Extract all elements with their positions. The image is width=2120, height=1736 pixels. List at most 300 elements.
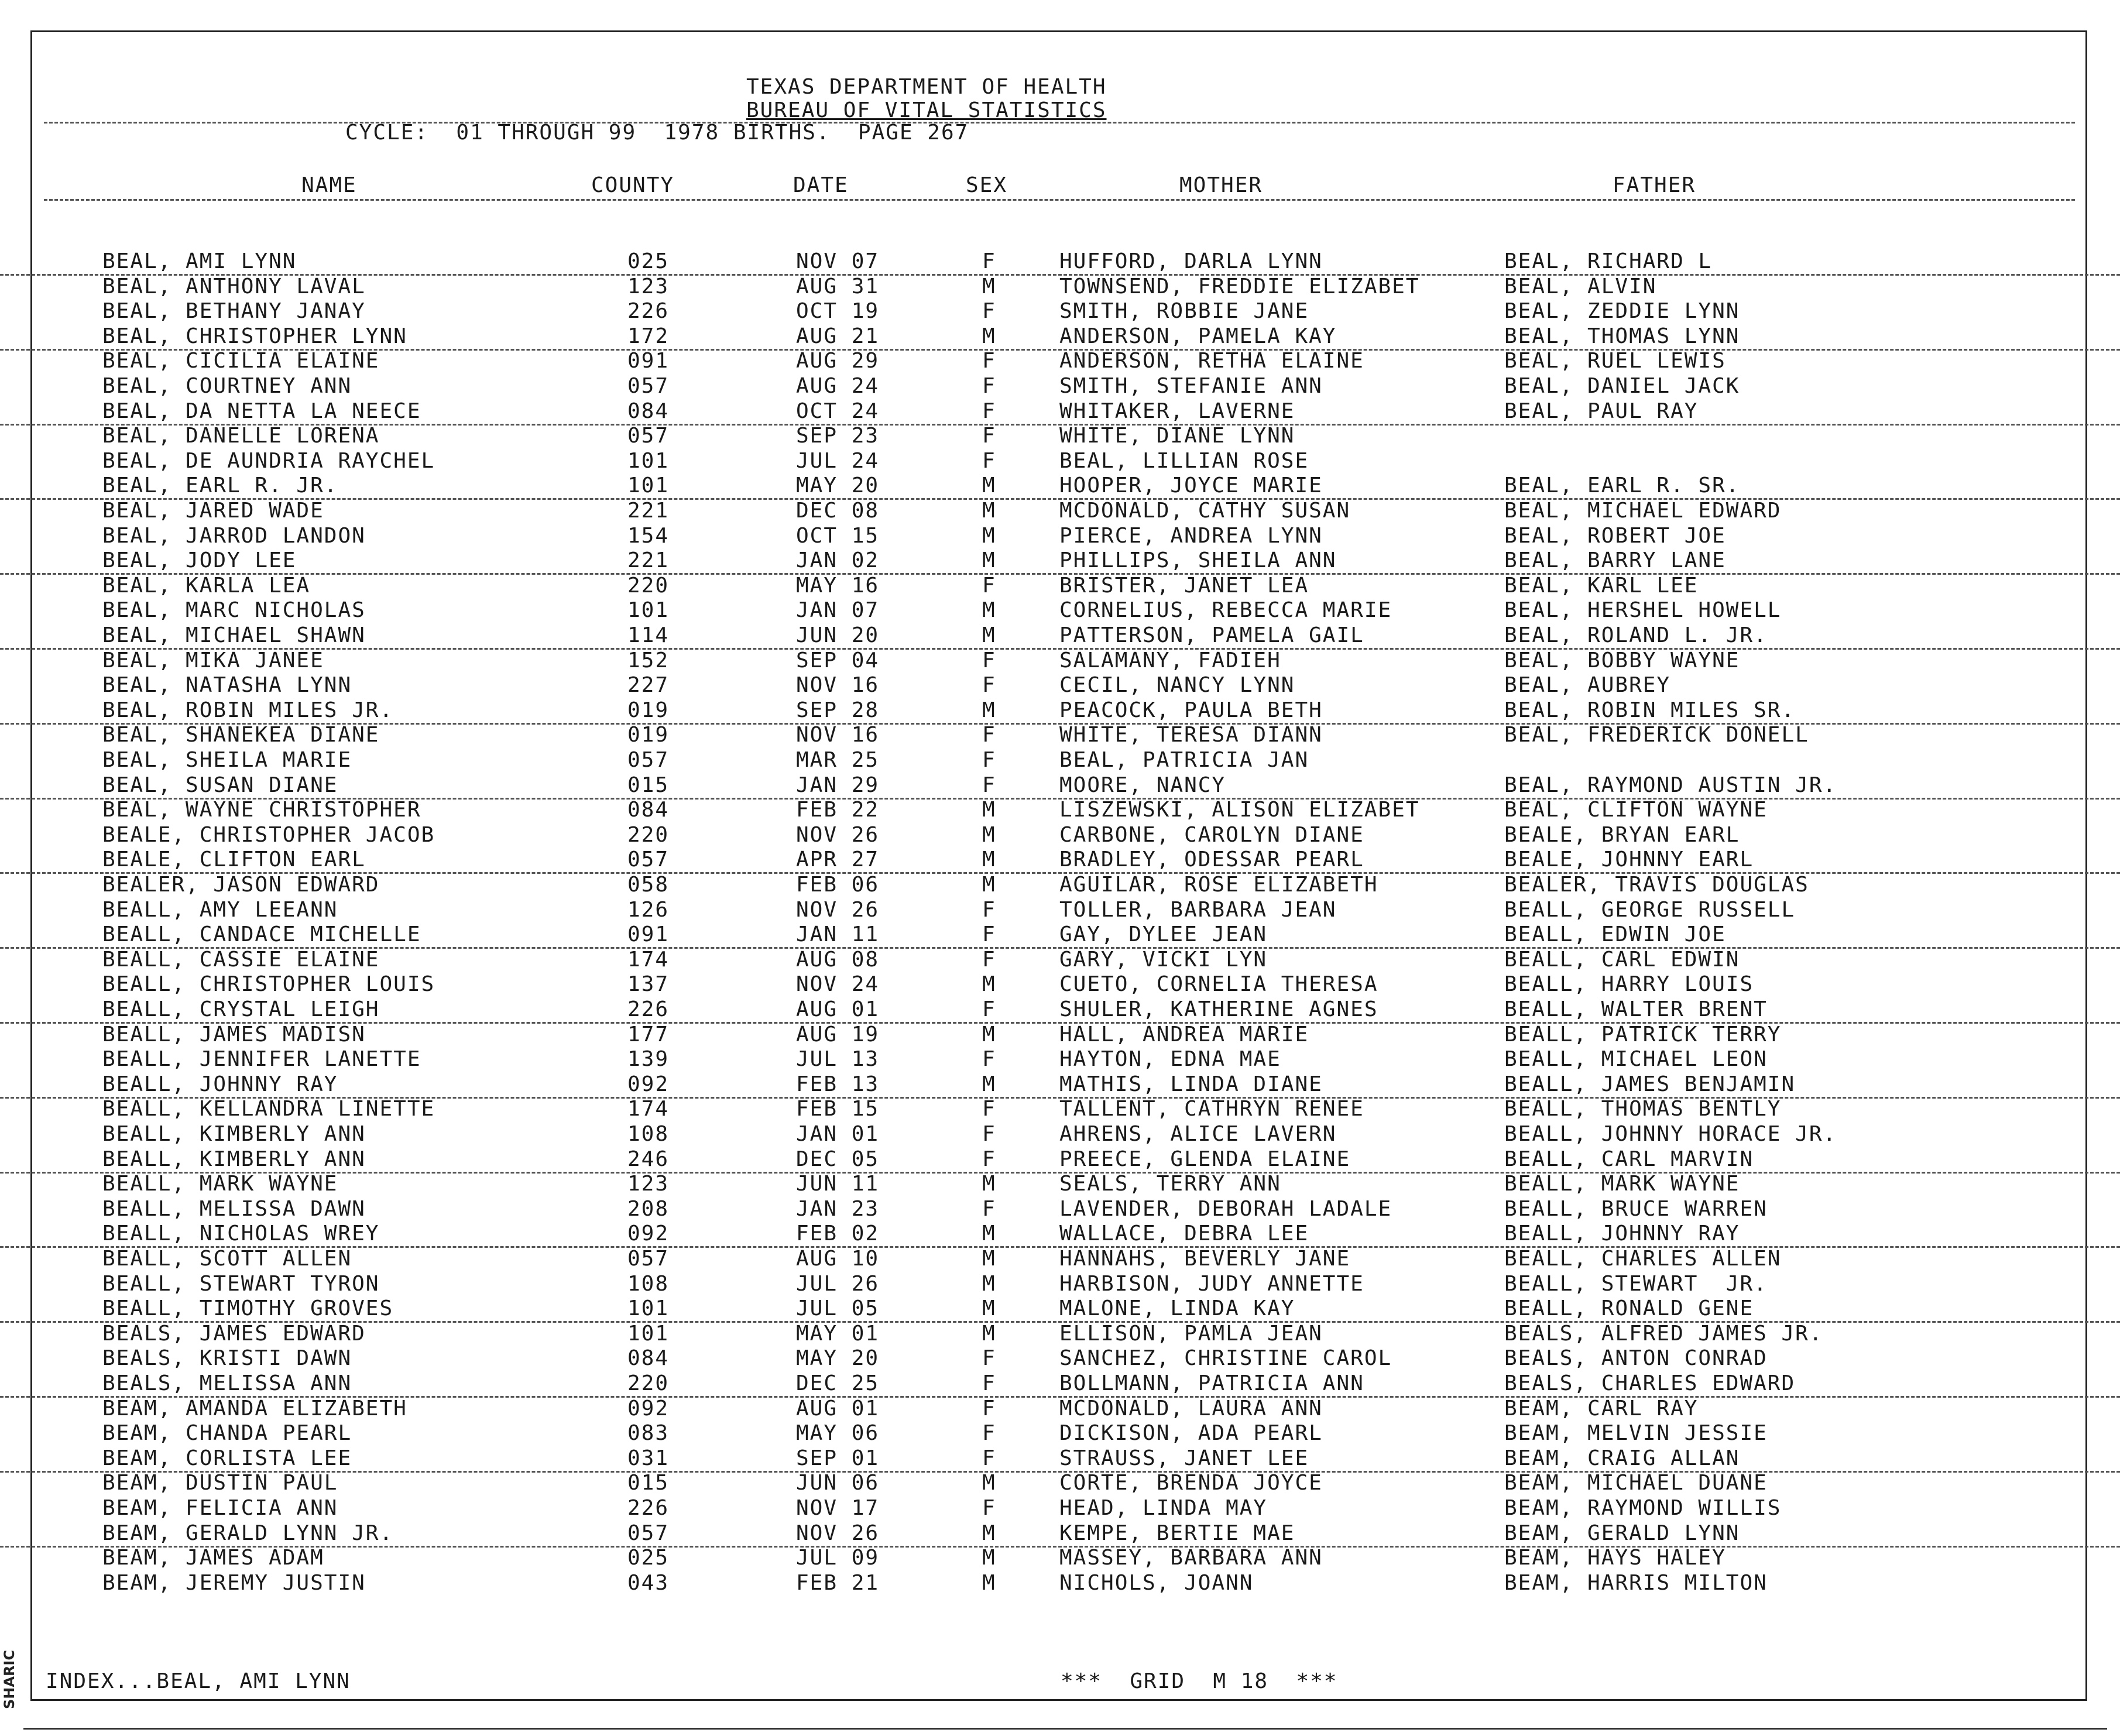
table-row bbox=[0, 1197, 2120, 1222]
cell-sex: F bbox=[982, 997, 996, 1021]
cell-mother: CORNELIUS, REBECCA MARIE bbox=[1059, 598, 1392, 623]
table-row bbox=[0, 399, 2120, 426]
cell-sex: F bbox=[982, 1122, 996, 1146]
cell-date: NOV 16 bbox=[796, 723, 880, 747]
cell-date: NOV 26 bbox=[796, 822, 880, 847]
header-subtitle: BUREAU OF VITAL STATISTICS bbox=[746, 98, 1107, 122]
table-row bbox=[0, 574, 2120, 598]
cell-father: BEAL, DANIEL JACK bbox=[1504, 374, 1740, 398]
cell-county: 226 bbox=[627, 1496, 670, 1520]
cell-sex: F bbox=[982, 1396, 996, 1421]
cell-name: BEALS, MELISSA ANN bbox=[102, 1371, 352, 1395]
cell-sex: M bbox=[982, 1172, 996, 1196]
cell-father: BEAL, EARL R. SR. bbox=[1504, 474, 1740, 498]
cell-sex: F bbox=[982, 922, 996, 947]
cell-sex: F bbox=[982, 399, 996, 423]
cell-sex: M bbox=[982, 324, 996, 348]
cell-sex: M bbox=[982, 1521, 996, 1545]
table-row bbox=[0, 449, 2120, 474]
cell-date: JUN 11 bbox=[796, 1172, 880, 1196]
cell-sex: M bbox=[982, 1546, 996, 1570]
cell-name: BEAL, CICILIA ELAINE bbox=[102, 349, 380, 373]
cell-date: JUL 26 bbox=[796, 1271, 880, 1296]
bottom-rule bbox=[23, 1728, 2107, 1730]
cell-mother: SHULER, KATHERINE AGNES bbox=[1059, 997, 1378, 1021]
cell-mother: TOWNSEND, FREDDIE ELIZABET bbox=[1059, 274, 1420, 299]
cell-name: BEAL, MARC NICHOLAS bbox=[102, 598, 366, 623]
cell-name: BEALL, MARK WAYNE bbox=[102, 1172, 338, 1196]
header-title: TEXAS DEPARTMENT OF HEALTH bbox=[746, 75, 1107, 99]
cell-county: 043 bbox=[627, 1570, 670, 1595]
cell-county: 031 bbox=[627, 1446, 670, 1470]
table-row bbox=[0, 798, 2120, 822]
cell-county: 101 bbox=[627, 598, 670, 623]
cell-father: BEALL, CARL MARVIN bbox=[1504, 1147, 1754, 1171]
cell-name: BEAL, MIKA JANEE bbox=[102, 648, 324, 673]
cell-father: BEALL, GEORGE RUSSELL bbox=[1504, 897, 1796, 922]
cell-mother: LAVENDER, DEBORAH LADALE bbox=[1059, 1196, 1392, 1221]
cell-date: DEC 25 bbox=[796, 1371, 880, 1395]
cell-sex: M bbox=[982, 623, 996, 647]
cell-name: BEALL, MELISSA DAWN bbox=[102, 1196, 366, 1221]
cell-sex: M bbox=[982, 1271, 996, 1296]
cell-date: APR 27 bbox=[796, 848, 880, 872]
table-row bbox=[0, 1397, 2120, 1421]
cell-sex: M bbox=[982, 474, 996, 498]
cell-date: AUG 21 bbox=[796, 324, 880, 348]
cell-date: JAN 01 bbox=[796, 1122, 880, 1146]
cell-date: FEB 21 bbox=[796, 1570, 880, 1595]
cell-sex: M bbox=[982, 1570, 996, 1595]
column-header-sex: SEX bbox=[966, 173, 1008, 197]
cell-father: BEAL, PAUL RAY bbox=[1504, 399, 1699, 423]
cell-county: 226 bbox=[627, 997, 670, 1021]
cell-mother: STRAUSS, JANET LEE bbox=[1059, 1446, 1309, 1470]
cell-mother: WHITE, TERESA DIANN bbox=[1059, 723, 1323, 747]
cell-mother: HAYTON, EDNA MAE bbox=[1059, 1047, 1281, 1072]
cell-name: BEAL, WAYNE CHRISTOPHER bbox=[102, 798, 421, 822]
cell-father: BEALL, PATRICK TERRY bbox=[1504, 1022, 1782, 1047]
table-row bbox=[0, 723, 2120, 747]
cell-date: SEP 23 bbox=[796, 424, 880, 448]
table-row bbox=[0, 1023, 2120, 1047]
cell-name: BEAL, CHRISTOPHER LYNN bbox=[102, 324, 407, 348]
cell-date: OCT 19 bbox=[796, 299, 880, 324]
cell-sex: M bbox=[982, 972, 996, 997]
table-row bbox=[0, 299, 2120, 324]
cell-sex: M bbox=[982, 1072, 996, 1096]
cell-sex: M bbox=[982, 523, 996, 548]
cell-name: BEAL, NATASHA LYNN bbox=[102, 673, 352, 698]
cell-county: 123 bbox=[627, 274, 670, 299]
cell-father: BEALL, STEWART JR. bbox=[1504, 1271, 1768, 1296]
cell-mother: HOOPER, JOYCE MARIE bbox=[1059, 474, 1323, 498]
cell-date: SEP 01 bbox=[796, 1446, 880, 1470]
cell-father: BEAL, HERSHEL HOWELL bbox=[1504, 598, 1782, 623]
table-row bbox=[0, 249, 2120, 276]
table-row bbox=[0, 873, 2120, 897]
cell-name: BEAL, JARROD LANDON bbox=[102, 523, 366, 548]
cell-father: BEALL, HARRY LOUIS bbox=[1504, 972, 1754, 997]
cell-county: 139 bbox=[627, 1047, 670, 1072]
cell-name: BEAL, SHEILA MARIE bbox=[102, 748, 352, 772]
cell-date: MAY 01 bbox=[796, 1321, 880, 1346]
cell-mother: MCDONALD, CATHY SUSAN bbox=[1059, 499, 1351, 523]
cell-mother: WALLACE, DEBRA LEE bbox=[1059, 1222, 1309, 1246]
cell-name: BEALS, KRISTI DAWN bbox=[102, 1346, 352, 1371]
cell-father: BEAL, ROBIN MILES SR. bbox=[1504, 698, 1796, 722]
cell-mother: MCDONALD, LAURA ANN bbox=[1059, 1396, 1323, 1421]
cell-sex: M bbox=[982, 1247, 996, 1271]
cell-father: BEALE, JOHNNY EARL bbox=[1504, 848, 1754, 872]
column-header-name: NAME bbox=[301, 173, 357, 197]
cell-date: OCT 15 bbox=[796, 523, 880, 548]
table-row bbox=[0, 698, 2120, 725]
table-row bbox=[0, 474, 2120, 500]
cell-date: AUG 31 bbox=[796, 274, 880, 299]
table-row bbox=[0, 349, 2120, 373]
cell-name: BEAM, JAMES ADAM bbox=[102, 1546, 324, 1570]
cell-mother: PHILLIPS, SHEILA ANN bbox=[1059, 548, 1337, 573]
cell-father: BEAM, CARL RAY bbox=[1504, 1396, 1699, 1421]
cell-date: JAN 29 bbox=[796, 773, 880, 797]
cell-date: FEB 22 bbox=[796, 798, 880, 822]
cell-date: JAN 07 bbox=[796, 598, 880, 623]
table-row bbox=[0, 1047, 2120, 1072]
cell-county: 057 bbox=[627, 374, 670, 398]
table-row bbox=[0, 948, 2120, 972]
cell-name: BEAM, AMANDA ELIZABETH bbox=[102, 1396, 407, 1421]
cell-name: BEAL, MICHAEL SHAWN bbox=[102, 623, 366, 647]
cell-father: BEAM, CRAIG ALLAN bbox=[1504, 1446, 1740, 1470]
cell-name: BEAM, GERALD LYNN JR. bbox=[102, 1521, 394, 1545]
cell-father: BEALS, CHARLES EDWARD bbox=[1504, 1371, 1796, 1395]
cell-father: BEALL, RONALD GENE bbox=[1504, 1296, 1754, 1321]
cell-sex: F bbox=[982, 723, 996, 747]
cell-father: BEALS, ALFRED JAMES JR. bbox=[1504, 1321, 1823, 1346]
cell-name: BEALL, JOHNNY RAY bbox=[102, 1072, 338, 1096]
table-row bbox=[0, 275, 2120, 299]
cell-county: 174 bbox=[627, 1097, 670, 1121]
cell-county: 015 bbox=[627, 773, 670, 797]
cell-sex: M bbox=[982, 822, 996, 847]
cell-name: BEAL, ANTHONY LAVAL bbox=[102, 274, 366, 299]
cell-date: SEP 04 bbox=[796, 648, 880, 673]
table-row bbox=[0, 1421, 2120, 1446]
cell-date: NOV 17 bbox=[796, 1496, 880, 1520]
table-row bbox=[0, 748, 2120, 773]
cell-mother: LISZEWSKI, ALISON ELIZABET bbox=[1059, 798, 1420, 822]
cell-county: 101 bbox=[627, 448, 670, 473]
cell-sex: F bbox=[982, 897, 996, 922]
cell-name: BEAL, COURTNEY ANN bbox=[102, 374, 352, 398]
cell-father: BEAL, CLIFTON WAYNE bbox=[1504, 798, 1768, 822]
cell-mother: SALAMANY, FADIEH bbox=[1059, 648, 1281, 673]
cell-sex: F bbox=[982, 673, 996, 698]
table-row bbox=[0, 1097, 2120, 1121]
cell-mother: ELLISON, PAMLA JEAN bbox=[1059, 1321, 1323, 1346]
cell-mother: ANDERSON, PAMELA KAY bbox=[1059, 324, 1337, 348]
cell-mother: HUFFORD, DARLA LYNN bbox=[1059, 249, 1323, 273]
cell-father: BEAL, KARL LEE bbox=[1504, 573, 1699, 598]
cell-date: JAN 11 bbox=[796, 922, 880, 947]
cell-sex: M bbox=[982, 1296, 996, 1321]
cell-father: BEAL, MICHAEL EDWARD bbox=[1504, 499, 1782, 523]
cell-father: BEAL, RICHARD L bbox=[1504, 249, 1713, 273]
cell-name: BEALL, NICHOLAS WREY bbox=[102, 1222, 380, 1246]
cell-father: BEAL, ROBERT JOE bbox=[1504, 523, 1726, 548]
cell-date: AUG 01 bbox=[796, 1396, 880, 1421]
cell-name: BEALER, JASON EDWARD bbox=[102, 873, 380, 897]
table-row bbox=[0, 1371, 2120, 1398]
cell-county: 152 bbox=[627, 648, 670, 673]
cell-date: JAN 02 bbox=[796, 548, 880, 573]
cell-mother: CARBONE, CAROLYN DIANE bbox=[1059, 822, 1364, 847]
cell-sex: F bbox=[982, 748, 996, 772]
cell-county: 123 bbox=[627, 1172, 670, 1196]
cell-mother: TALLENT, CATHRYN RENEE bbox=[1059, 1097, 1364, 1121]
cell-sex: M bbox=[982, 1222, 996, 1246]
cell-name: BEALE, CHRISTOPHER JACOB bbox=[102, 822, 435, 847]
cell-sex: M bbox=[982, 1022, 996, 1047]
cell-sex: F bbox=[982, 424, 996, 448]
cell-date: NOV 26 bbox=[796, 1521, 880, 1545]
cell-date: AUG 29 bbox=[796, 349, 880, 373]
cell-father: BEAL, RAYMOND AUSTIN JR. bbox=[1504, 773, 1837, 797]
cell-name: BEALL, KELLANDRA LINETTE bbox=[102, 1097, 435, 1121]
column-header-father: FATHER bbox=[1613, 173, 1696, 197]
cell-county: 057 bbox=[627, 424, 670, 448]
cell-father: BEALL, CHARLES ALLEN bbox=[1504, 1247, 1782, 1271]
cell-name: BEAL, BETHANY JANAY bbox=[102, 299, 366, 324]
table-row bbox=[0, 548, 2120, 575]
cell-name: BEAL, EARL R. JR. bbox=[102, 474, 338, 498]
cell-county: 108 bbox=[627, 1122, 670, 1146]
cell-father: BEAM, MELVIN JESSIE bbox=[1504, 1421, 1768, 1446]
cell-mother: BRISTER, JANET LEA bbox=[1059, 573, 1309, 598]
cell-sex: M bbox=[982, 499, 996, 523]
cell-county: 154 bbox=[627, 523, 670, 548]
cell-date: JUL 05 bbox=[796, 1296, 880, 1321]
cell-father: BEALL, WALTER BRENT bbox=[1504, 997, 1768, 1021]
cell-mother: BEAL, LILLIAN ROSE bbox=[1059, 448, 1309, 473]
table-row bbox=[0, 524, 2120, 548]
cell-date: FEB 02 bbox=[796, 1222, 880, 1246]
cell-sex: F bbox=[982, 947, 996, 972]
cell-mother: PEACOCK, PAULA BETH bbox=[1059, 698, 1323, 722]
cell-sex: F bbox=[982, 1047, 996, 1072]
cell-date: MAR 25 bbox=[796, 748, 880, 772]
cell-mother: NICHOLS, JOANN bbox=[1059, 1570, 1254, 1595]
cell-date: NOV 16 bbox=[796, 673, 880, 698]
cell-county: 220 bbox=[627, 1371, 670, 1395]
cell-father: BEAL, BOBBY WAYNE bbox=[1504, 648, 1740, 673]
cell-name: BEALL, KIMBERLY ANN bbox=[102, 1147, 366, 1171]
cell-name: BEAL, SUSAN DIANE bbox=[102, 773, 338, 797]
cell-date: OCT 24 bbox=[796, 399, 880, 423]
cell-father: BEALL, MICHAEL LEON bbox=[1504, 1047, 1768, 1072]
cell-sex: M bbox=[982, 848, 996, 872]
table-row bbox=[0, 922, 2120, 949]
footer-index: INDEX...BEAL, AMI LYNN bbox=[46, 1669, 351, 1693]
cell-name: BEAL, SHANEKEA DIANE bbox=[102, 723, 380, 747]
cell-name: BEALL, CANDACE MICHELLE bbox=[102, 922, 421, 947]
cell-mother: HEAD, LINDA MAY bbox=[1059, 1496, 1268, 1520]
side-label: SHARIC bbox=[1, 1650, 18, 1710]
cell-mother: MATHIS, LINDA DIANE bbox=[1059, 1072, 1323, 1096]
cell-date: FEB 13 bbox=[796, 1072, 880, 1096]
column-header-date: DATE bbox=[793, 173, 849, 197]
table-row bbox=[0, 848, 2120, 874]
cell-father: BEAM, GERALD LYNN bbox=[1504, 1521, 1740, 1545]
cell-father: BEALL, CARL EDWIN bbox=[1504, 947, 1740, 972]
cell-name: BEAL, JARED WADE bbox=[102, 499, 324, 523]
cell-name: BEALL, CRYSTAL LEIGH bbox=[102, 997, 380, 1021]
column-header-mother: MOTHER bbox=[1179, 173, 1263, 197]
cell-mother: ANDERSON, RETHA ELAINE bbox=[1059, 349, 1364, 373]
cell-name: BEALS, JAMES EDWARD bbox=[102, 1321, 366, 1346]
cell-mother: WHITAKER, LAVERNE bbox=[1059, 399, 1295, 423]
table-row bbox=[0, 1172, 2120, 1196]
cell-name: BEAL, AMI LYNN bbox=[102, 249, 297, 273]
cell-date: JUL 09 bbox=[796, 1546, 880, 1570]
table-row bbox=[0, 374, 2120, 399]
cell-name: BEALL, JENNIFER LANETTE bbox=[102, 1047, 421, 1072]
cell-sex: M bbox=[982, 274, 996, 299]
cell-name: BEAM, CORLISTA LEE bbox=[102, 1446, 352, 1470]
cell-date: JUL 24 bbox=[796, 448, 880, 473]
cell-county: 114 bbox=[627, 623, 670, 647]
cell-mother: CECIL, NANCY LYNN bbox=[1059, 673, 1295, 698]
table-row bbox=[0, 324, 2120, 351]
cell-county: 126 bbox=[627, 897, 670, 922]
cell-county: 227 bbox=[627, 673, 670, 698]
cell-father: BEAL, FREDERICK DONELL bbox=[1504, 723, 1809, 747]
cell-sex: F bbox=[982, 249, 996, 273]
cell-county: 084 bbox=[627, 399, 670, 423]
table-row bbox=[0, 623, 2120, 650]
table-row bbox=[0, 1147, 2120, 1174]
cell-mother: GARY, VICKI LYN bbox=[1059, 947, 1268, 972]
cell-county: 220 bbox=[627, 573, 670, 598]
cell-county: 101 bbox=[627, 1296, 670, 1321]
cell-date: DEC 08 bbox=[796, 499, 880, 523]
table-row bbox=[0, 823, 2120, 848]
cell-name: BEAM, FELICIA ANN bbox=[102, 1496, 338, 1520]
cell-mother: DICKISON, ADA PEARL bbox=[1059, 1421, 1323, 1446]
cell-mother: MOORE, NANCY bbox=[1059, 773, 1226, 797]
cell-date: MAY 06 bbox=[796, 1421, 880, 1446]
cell-mother: BEAL, PATRICIA JAN bbox=[1059, 748, 1309, 772]
table-row bbox=[0, 1496, 2120, 1521]
cell-name: BEAL, DE AUNDRIA RAYCHEL bbox=[102, 448, 435, 473]
cell-date: AUG 10 bbox=[796, 1247, 880, 1271]
cell-county: 220 bbox=[627, 822, 670, 847]
cell-father: BEAL, ZEDDIE LYNN bbox=[1504, 299, 1740, 324]
cell-county: 019 bbox=[627, 698, 670, 722]
cell-sex: M bbox=[982, 1471, 996, 1495]
cell-father: BEAL, RUEL LEWIS bbox=[1504, 349, 1726, 373]
cell-father: BEALE, BRYAN EARL bbox=[1504, 822, 1740, 847]
table-row bbox=[0, 598, 2120, 623]
cell-mother: CUETO, CORNELIA THERESA bbox=[1059, 972, 1378, 997]
cell-county: 058 bbox=[627, 873, 670, 897]
cell-father: BEALL, MARK WAYNE bbox=[1504, 1172, 1740, 1196]
table-row bbox=[0, 1322, 2120, 1346]
cell-sex: M bbox=[982, 1321, 996, 1346]
cell-father: BEAM, HARRIS MILTON bbox=[1504, 1570, 1768, 1595]
column-header-county: COUNTY bbox=[591, 173, 675, 197]
cell-county: 091 bbox=[627, 349, 670, 373]
table-row bbox=[0, 1446, 2120, 1473]
cell-name: BEAL, KARLA LEA bbox=[102, 573, 311, 598]
cell-sex: M bbox=[982, 598, 996, 623]
cell-date: FEB 06 bbox=[796, 873, 880, 897]
cell-sex: M bbox=[982, 698, 996, 722]
cell-sex: F bbox=[982, 1147, 996, 1171]
cell-county: 015 bbox=[627, 1471, 670, 1495]
cell-county: 221 bbox=[627, 548, 670, 573]
cell-date: MAY 16 bbox=[796, 573, 880, 598]
cell-name: BEALL, JAMES MADISN bbox=[102, 1022, 366, 1047]
cell-sex: F bbox=[982, 573, 996, 598]
cell-sex: M bbox=[982, 798, 996, 822]
cell-date: NOV 07 bbox=[796, 249, 880, 273]
table-row bbox=[0, 424, 2120, 448]
cell-name: BEALE, CLIFTON EARL bbox=[102, 848, 366, 872]
cell-sex: F bbox=[982, 374, 996, 398]
cell-county: 019 bbox=[627, 723, 670, 747]
cell-mother: HALL, ANDREA MARIE bbox=[1059, 1022, 1309, 1047]
cell-mother: KEMPE, BERTIE MAE bbox=[1059, 1521, 1295, 1545]
cell-county: 084 bbox=[627, 1346, 670, 1371]
cell-sex: F bbox=[982, 648, 996, 673]
cell-mother: BRADLEY, ODESSAR PEARL bbox=[1059, 848, 1364, 872]
cell-father: BEALER, TRAVIS DOUGLAS bbox=[1504, 873, 1809, 897]
cell-father: BEAL, BARRY LANE bbox=[1504, 548, 1726, 573]
table-row bbox=[0, 499, 2120, 523]
cell-county: 091 bbox=[627, 922, 670, 947]
cell-county: 208 bbox=[627, 1196, 670, 1221]
cell-county: 084 bbox=[627, 798, 670, 822]
cell-date: NOV 24 bbox=[796, 972, 880, 997]
table-row bbox=[0, 1571, 2120, 1596]
table-row bbox=[0, 898, 2120, 922]
cell-county: 083 bbox=[627, 1421, 670, 1446]
cell-mother: PATTERSON, PAMELA GAIL bbox=[1059, 623, 1364, 647]
cell-mother: PREECE, GLENDA ELAINE bbox=[1059, 1147, 1351, 1171]
cell-name: BEALL, KIMBERLY ANN bbox=[102, 1122, 366, 1146]
cell-father: BEALS, ANTON CONRAD bbox=[1504, 1346, 1768, 1371]
cell-name: BEALL, AMY LEEANN bbox=[102, 897, 338, 922]
cell-date: AUG 19 bbox=[796, 1022, 880, 1047]
cell-mother: PIERCE, ANDREA LYNN bbox=[1059, 523, 1323, 548]
cell-date: AUG 08 bbox=[796, 947, 880, 972]
cell-mother: HARBISON, JUDY ANNETTE bbox=[1059, 1271, 1364, 1296]
cell-county: 092 bbox=[627, 1222, 670, 1246]
cell-mother: BOLLMANN, PATRICIA ANN bbox=[1059, 1371, 1364, 1395]
cell-date: NOV 26 bbox=[796, 897, 880, 922]
cell-mother: SMITH, STEFANIE ANN bbox=[1059, 374, 1323, 398]
table-row bbox=[0, 1122, 2120, 1147]
cell-mother: MASSEY, BARBARA ANN bbox=[1059, 1546, 1323, 1570]
cycle-line: CYCLE: 01 THROUGH 99 1978 BIRTHS. PAGE 267 bbox=[345, 121, 969, 145]
cell-father: BEAM, MICHAEL DUANE bbox=[1504, 1471, 1768, 1495]
cell-county: 174 bbox=[627, 947, 670, 972]
column-header-rule bbox=[44, 199, 2075, 201]
cell-father: BEAL, AUBREY bbox=[1504, 673, 1671, 698]
cell-name: BEAL, DANELLE LORENA bbox=[102, 424, 380, 448]
